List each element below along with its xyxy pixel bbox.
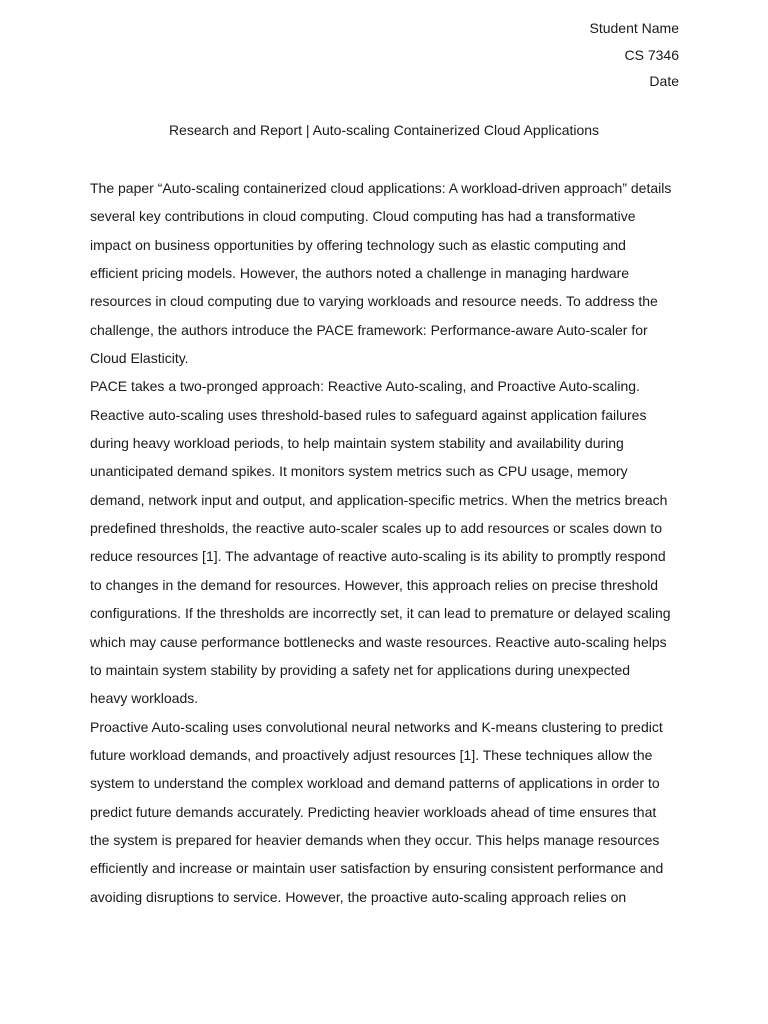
text-line: demand, network input and output, and application-specific metrics. When the metrics breach <box>90 491 668 508</box>
date: Date <box>649 73 679 89</box>
document-title: Research and Report | Auto-scaling Containerized Cloud Applications <box>168 122 600 138</box>
text-line: resources in cloud computing due to varying workloads and resource needs. To address the <box>90 293 658 310</box>
text-line: to maintain system stability by providing a safety net for applications during unexpected <box>90 661 631 678</box>
text-line: impact on business opportunities by offering technology such as elastic computing and <box>90 236 626 253</box>
text-line: reduce resources [1]. The advantage of reactive auto-scaling is its ability to promptly respond <box>90 548 666 565</box>
text-line: efficiently and increase or maintain user satisfaction by ensuring consistent performance and <box>90 860 664 877</box>
text-line: which may cause performance bottlenecks and waste resources. Reactive auto-scaling helps <box>90 633 667 650</box>
text-line: future workload demands, and proactively adjust resources [1]. These techniques allow the <box>90 746 653 763</box>
text-line: avoiding disruptions to service. However, the proactive auto-scaling approach relies on <box>90 888 627 905</box>
text-line: Proactive Auto-scaling uses convolutional neural networks and K-means clustering to predict <box>90 718 663 735</box>
student-name: Student Name <box>589 20 679 36</box>
course-number: CS 7346 <box>624 46 679 63</box>
text-line: several key contributions in cloud computing. Cloud computing has had a transformative <box>90 208 636 225</box>
text-line: configurations. If the thresholds are incorrectly set, it can lead to premature or delayed scaling <box>90 605 671 622</box>
text-line: Cloud Elasticity. <box>90 350 189 367</box>
text-line: unanticipated demand spikes. It monitors system metrics such as CPU usage, memory <box>90 463 628 480</box>
text-line: heavy workloads. <box>90 690 199 707</box>
text-line: The paper “Auto-scaling containerized cloud applications: A workload-driven approach” details <box>90 180 672 196</box>
text-line: Reactive auto-scaling uses threshold-based rules to safeguard against application failures <box>90 406 647 423</box>
text-line: to changes in the demand for resources. However, this approach relies on precise threshold <box>90 576 659 593</box>
text-line: during heavy workload periods, to help maintain system stability and availability during <box>90 435 624 452</box>
text-line: the system is prepared for heavier demands when they occur. This helps manage resources <box>90 831 660 848</box>
text-line: PACE takes a two-pronged approach: Reactive Auto-scaling, and Proactive Auto-scaling. <box>90 378 640 395</box>
body-text <box>90 174 690 911</box>
text-line: challenge, the authors introduce the PACE framework: Performance-aware Auto-scaler for <box>90 321 648 338</box>
text-line: system to understand the complex workload and demand patterns of applications in order to <box>90 775 660 792</box>
text-line: efficient pricing models. However, the authors noted a challenge in managing hardware <box>90 265 630 282</box>
header-block <box>590 15 680 95</box>
text-line: predict future demands accurately. Predicting heavier workloads ahead of time ensures that <box>90 803 657 820</box>
text-line: predefined thresholds, the reactive auto-scaler scales up to add resources or scales down to <box>90 520 662 537</box>
